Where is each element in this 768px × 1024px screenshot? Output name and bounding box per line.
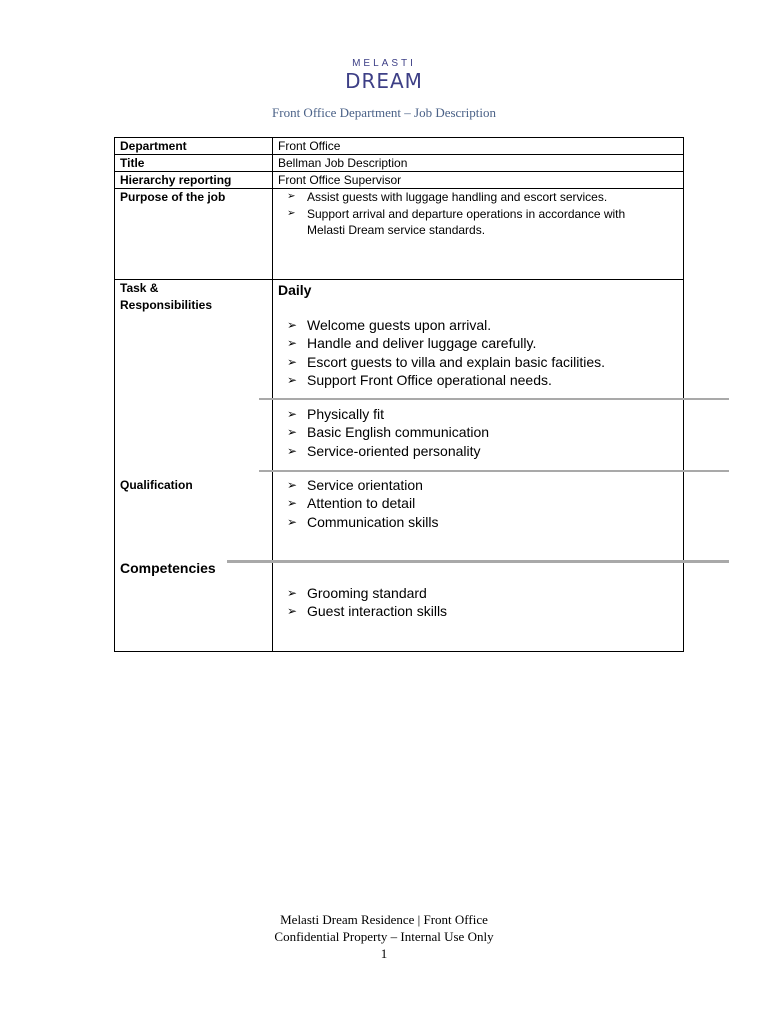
list-item: ➢ Support Front Office operational needs. (287, 371, 552, 388)
page-number: 1 (380, 946, 388, 961)
section-separator (259, 398, 729, 400)
arrow-bullet-icon: ➢ (287, 407, 297, 421)
document-title: Front Office Department – Job Description (272, 105, 496, 120)
arrow-bullet-icon: ➢ (287, 586, 297, 600)
arrow-bullet-icon: ➢ (287, 496, 297, 511)
title-label: Title (120, 156, 145, 170)
list-item: ➢ Welcome guests upon arrival. (287, 317, 492, 333)
hierarchy-label: Hierarchy reporting (120, 173, 232, 187)
purpose-label: Purpose of the job (120, 190, 226, 204)
list-item: ➢ Basic English communication (287, 424, 490, 441)
department-label: Department (120, 139, 187, 153)
arrow-bullet-icon: ➢ (287, 478, 297, 492)
arrow-bullet-icon: ➢ (287, 336, 297, 351)
competencies-label: Competencies (120, 560, 216, 576)
list-item: ➢ Grooming standard (287, 585, 427, 601)
list-item: ➢ Handle and deliver luggage carefully. (287, 335, 537, 352)
list-item: ➢ Physically fit (287, 406, 385, 422)
section-separator (227, 560, 729, 563)
arrow-bullet-icon: ➢ (287, 425, 297, 440)
list-item: ➢ Guest interaction skills (287, 603, 448, 620)
arrow-bullet-icon: ➢ (287, 191, 296, 202)
section-separator (259, 470, 729, 472)
daily-heading: Daily (278, 282, 312, 298)
list-item: ➢ Attention to detail (287, 495, 416, 512)
arrow-bullet-icon: ➢ (287, 443, 297, 458)
competencies-list (273, 584, 447, 621)
tasks-list (273, 316, 605, 389)
department-value: Front Office (278, 139, 341, 153)
list-item: ➢ Support arrival and departure operations in accordance with (287, 206, 626, 221)
arrow-bullet-icon: ➢ (287, 207, 296, 219)
list-item: ➢ Assist guests with luggage handling and escort services. (287, 190, 608, 204)
purpose-list (273, 189, 625, 239)
logo-main-text: DREAM (345, 69, 423, 93)
logo-top-text: MELASTI (352, 58, 416, 69)
qualification-list (273, 476, 438, 531)
list-item: ➢ Service-oriented personality (287, 442, 481, 459)
row-divider (115, 154, 683, 155)
arrow-bullet-icon: ➢ (287, 604, 297, 619)
list-item: ➢ Service orientation (287, 477, 423, 493)
footer-line-1: Melasti Dream Residence | Front Office (280, 912, 488, 927)
arrow-bullet-icon: ➢ (287, 372, 297, 387)
footer-line-2: Confidential Property – Internal Use Only (274, 929, 494, 944)
qualification-label: Qualification (120, 478, 193, 492)
title-value: Bellman Job Description (278, 156, 408, 170)
hierarchy-value: Front Office Supervisor (278, 173, 402, 187)
requirements-list (273, 405, 489, 460)
tasks-label-line1: Task & (120, 281, 159, 295)
row-divider (115, 279, 683, 280)
arrow-bullet-icon: ➢ (287, 318, 297, 332)
arrow-bullet-icon: ➢ (287, 514, 297, 529)
list-item: ➢ Communication skills (287, 513, 439, 530)
page-footer (0, 911, 768, 962)
job-description-table (114, 137, 684, 652)
list-item: ➢ Escort guests to villa and explain basic facilities. (287, 353, 606, 370)
row-divider (115, 171, 683, 172)
tasks-label-line2: Responsibilities (120, 298, 213, 312)
company-logo (0, 58, 768, 92)
arrow-bullet-icon: ➢ (287, 354, 297, 369)
list-item-continuation: Melasti Dream service standards. (307, 223, 486, 237)
